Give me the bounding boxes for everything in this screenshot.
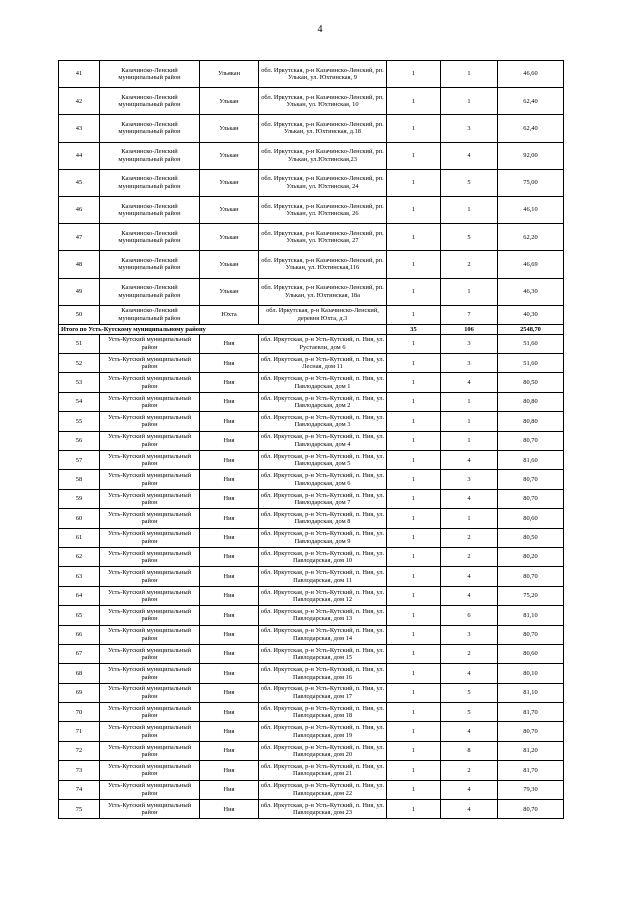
persons-cell: 5 bbox=[441, 224, 498, 251]
table-row bbox=[59, 722, 564, 741]
persons-cell: 1 bbox=[441, 392, 498, 411]
settlement-cell: Ния bbox=[200, 722, 259, 741]
settlement-cell: Улькан bbox=[200, 169, 259, 196]
settlement-cell: Ния bbox=[200, 489, 259, 508]
row-number-cell: 58 bbox=[59, 470, 100, 489]
row-number-cell: 59 bbox=[59, 489, 100, 508]
address-cell: обл. Иркутская, р-н Казачинско-Ленский, рп. Улькан, ул. Юхтинская, 27 bbox=[259, 224, 387, 251]
area-cell: 81,70 bbox=[498, 761, 564, 780]
table-row bbox=[59, 451, 564, 470]
area-cell: 80,50 bbox=[498, 528, 564, 547]
persons-cell: 4 bbox=[441, 586, 498, 605]
district-cell: Казачинско-Ленский муниципальный район bbox=[100, 305, 200, 324]
address-cell: обл. Иркутская, р-н Усть-Кутский, п. Ния, ул. Павлодарская, дом 5 bbox=[259, 451, 387, 470]
address-cell: обл. Иркутская, р-н Усть-Кутский, п. Ния, ул. Павлодарская, дом 12 bbox=[259, 586, 387, 605]
count-cell: 1 bbox=[387, 567, 441, 586]
district-cell: Казачинско-Ленский муниципальный район bbox=[100, 278, 200, 305]
persons-cell: 4 bbox=[441, 373, 498, 392]
persons-cell: 1 bbox=[441, 61, 498, 88]
address-cell: обл. Иркутская, р-н Казачинско-Ленский, рп. Улькан, ул. Юхтинская, 18а bbox=[259, 278, 387, 305]
area-cell: 80,70 bbox=[498, 625, 564, 644]
persons-cell: 2 bbox=[441, 251, 498, 278]
district-cell: Усть-Кутский муниципальный район bbox=[100, 528, 200, 547]
count-cell: 1 bbox=[387, 115, 441, 142]
persons-cell: 2 bbox=[441, 761, 498, 780]
persons-cell: 5 bbox=[441, 703, 498, 722]
area-cell: 81,70 bbox=[498, 703, 564, 722]
row-number-cell: 64 bbox=[59, 586, 100, 605]
row-number-cell: 72 bbox=[59, 741, 100, 760]
row-number-cell: 56 bbox=[59, 431, 100, 450]
count-cell: 1 bbox=[387, 800, 441, 819]
address-cell: обл. Иркутская, р-н Казачинско-Ленский, рп. Улькан, ул. Юхтинская, 9 bbox=[259, 61, 387, 88]
area-cell: 80,70 bbox=[498, 470, 564, 489]
district-cell: Усть-Кутский муниципальный район bbox=[100, 354, 200, 373]
settlement-cell: Ния bbox=[200, 509, 259, 528]
settlement-cell: Улькан bbox=[200, 142, 259, 169]
area-cell: 46,10 bbox=[498, 196, 564, 223]
settlement-cell: Ния bbox=[200, 761, 259, 780]
settlement-cell: Ния bbox=[200, 547, 259, 566]
row-number-cell: 69 bbox=[59, 683, 100, 702]
table-row bbox=[59, 88, 564, 115]
table-row bbox=[59, 606, 564, 625]
count-cell: 1 bbox=[387, 354, 441, 373]
persons-cell: 1 bbox=[441, 412, 498, 431]
address-cell: обл. Иркутская, р-н Казачинско-Ленский, рп. Улькан, ул. Юхтинская,116 bbox=[259, 251, 387, 278]
row-number-cell: 42 bbox=[59, 88, 100, 115]
table-row bbox=[59, 278, 564, 305]
row-number-cell: 67 bbox=[59, 644, 100, 663]
address-cell: обл. Иркутская, р-н Усть-Кутский, п. Ния, ул. Павлодарская, дом 13 bbox=[259, 606, 387, 625]
row-number-cell: 51 bbox=[59, 334, 100, 353]
table-row bbox=[59, 431, 564, 450]
district-cell: Усть-Кутский муниципальный район bbox=[100, 780, 200, 799]
count-cell: 1 bbox=[387, 224, 441, 251]
total-count-cell: 35 bbox=[387, 325, 441, 335]
total-label: Итого по Усть-Кутскому муниципальному району bbox=[59, 325, 387, 335]
district-cell: Усть-Кутский муниципальный район bbox=[100, 373, 200, 392]
settlement-cell: Ния bbox=[200, 780, 259, 799]
table-row bbox=[59, 334, 564, 353]
table-row bbox=[59, 169, 564, 196]
district-cell: Усть-Кутский муниципальный район bbox=[100, 625, 200, 644]
area-cell: 80,60 bbox=[498, 644, 564, 663]
count-cell: 1 bbox=[387, 392, 441, 411]
table-row bbox=[59, 683, 564, 702]
table-row bbox=[59, 470, 564, 489]
settlement-cell: Ния bbox=[200, 664, 259, 683]
settlement-cell: Ния bbox=[200, 373, 259, 392]
district-cell: Казачинско-Ленский муниципальный район bbox=[100, 88, 200, 115]
persons-cell: 1 bbox=[441, 88, 498, 115]
row-number-cell: 62 bbox=[59, 547, 100, 566]
district-cell: Усть-Кутский муниципальный район bbox=[100, 431, 200, 450]
address-cell: обл. Иркутская, р-н Усть-Кутский, п. Ния, ул. Павлодарская, дом 18 bbox=[259, 703, 387, 722]
settlement-cell: Улькан bbox=[200, 88, 259, 115]
row-number-cell: 45 bbox=[59, 169, 100, 196]
count-cell: 1 bbox=[387, 196, 441, 223]
area-cell: 80,80 bbox=[498, 412, 564, 431]
district-cell: Казачинско-Ленский муниципальный район bbox=[100, 115, 200, 142]
address-cell: обл. Иркутская, р-н Усть-Кутский, п. Ния, ул. Лесная, дом 11 bbox=[259, 354, 387, 373]
page-number: 4 bbox=[317, 24, 323, 35]
settlement-cell: Ульякан bbox=[200, 61, 259, 88]
count-cell: 1 bbox=[387, 722, 441, 741]
district-cell: Усть-Кутский муниципальный район bbox=[100, 489, 200, 508]
table-row bbox=[59, 224, 564, 251]
settlement-cell: Ния bbox=[200, 334, 259, 353]
district-cell: Усть-Кутский муниципальный район bbox=[100, 683, 200, 702]
settlement-cell: Ния bbox=[200, 392, 259, 411]
address-cell: обл. Иркутская, р-н Усть-Кутский, п. Ния, ул. Павлодарская, дом 9 bbox=[259, 528, 387, 547]
count-cell: 1 bbox=[387, 431, 441, 450]
address-cell: обл. Иркутская, р-н Усть-Кутский, п. Ния, ул. Павлодарская, дом 2 bbox=[259, 392, 387, 411]
district-cell: Усть-Кутский муниципальный район bbox=[100, 392, 200, 411]
row-number-cell: 75 bbox=[59, 800, 100, 819]
settlement-cell: Ния bbox=[200, 625, 259, 644]
area-cell: 80,80 bbox=[498, 392, 564, 411]
row-number-cell: 66 bbox=[59, 625, 100, 644]
settlement-cell: Улькан bbox=[200, 115, 259, 142]
row-number-cell: 70 bbox=[59, 703, 100, 722]
district-cell: Усть-Кутский муниципальный район bbox=[100, 334, 200, 353]
district-cell: Усть-Кутский муниципальный район bbox=[100, 761, 200, 780]
area-cell: 40,30 bbox=[498, 305, 564, 324]
table-row bbox=[59, 586, 564, 605]
settlement-cell: Ния bbox=[200, 528, 259, 547]
area-cell: 75,20 bbox=[498, 586, 564, 605]
persons-cell: 2 bbox=[441, 547, 498, 566]
count-cell: 1 bbox=[387, 251, 441, 278]
district-cell: Усть-Кутский муниципальный район bbox=[100, 451, 200, 470]
district-cell: Усть-Кутский муниципальный район bbox=[100, 567, 200, 586]
persons-cell: 6 bbox=[441, 606, 498, 625]
district-cell: Усть-Кутский муниципальный район bbox=[100, 741, 200, 760]
settlement-cell: Улькан bbox=[200, 251, 259, 278]
address-cell: обл. Иркутская, р-н Усть-Кутский, п. Ния, ул. Павлодарская, дом 14 bbox=[259, 625, 387, 644]
settlement-cell: Юхта bbox=[200, 305, 259, 324]
area-cell: 79,30 bbox=[498, 780, 564, 799]
row-number-cell: 43 bbox=[59, 115, 100, 142]
count-cell: 1 bbox=[387, 278, 441, 305]
area-cell: 80,70 bbox=[498, 722, 564, 741]
district-cell: Казачинско-Ленский муниципальный район bbox=[100, 61, 200, 88]
registry-table bbox=[58, 60, 564, 819]
persons-cell: 3 bbox=[441, 470, 498, 489]
persons-cell: 2 bbox=[441, 644, 498, 663]
district-cell: Казачинско-Ленский муниципальный район bbox=[100, 169, 200, 196]
count-cell: 1 bbox=[387, 703, 441, 722]
count-cell: 1 bbox=[387, 644, 441, 663]
area-cell: 92,00 bbox=[498, 142, 564, 169]
row-number-cell: 71 bbox=[59, 722, 100, 741]
table-row bbox=[59, 354, 564, 373]
table-row bbox=[59, 547, 564, 566]
settlement-cell: Ния bbox=[200, 800, 259, 819]
count-cell: 1 bbox=[387, 741, 441, 760]
table-row bbox=[59, 196, 564, 223]
count-cell: 1 bbox=[387, 528, 441, 547]
address-cell: обл. Иркутская, р-н Усть-Кутский, п. Ния, ул. Павлодарская, дом 16 bbox=[259, 664, 387, 683]
row-number-cell: 54 bbox=[59, 392, 100, 411]
row-number-cell: 73 bbox=[59, 761, 100, 780]
district-cell: Казачинско-Ленский муниципальный район bbox=[100, 224, 200, 251]
district-cell: Усть-Кутский муниципальный район bbox=[100, 586, 200, 605]
area-cell: 46,69 bbox=[498, 251, 564, 278]
area-cell: 80,60 bbox=[498, 509, 564, 528]
area-cell: 51,60 bbox=[498, 354, 564, 373]
persons-cell: 1 bbox=[441, 509, 498, 528]
address-cell: обл. Иркутская, р-н Казачинско-Ленский, рп. Улькан, ул. Юхтинская, д.18 bbox=[259, 115, 387, 142]
area-cell: 80,70 bbox=[498, 800, 564, 819]
row-number-cell: 63 bbox=[59, 567, 100, 586]
count-cell: 1 bbox=[387, 412, 441, 431]
area-cell: 80,70 bbox=[498, 567, 564, 586]
count-cell: 1 bbox=[387, 489, 441, 508]
settlement-cell: Ния bbox=[200, 644, 259, 663]
settlement-cell: Ния bbox=[200, 431, 259, 450]
table-row bbox=[59, 567, 564, 586]
row-number-cell: 50 bbox=[59, 305, 100, 324]
row-number-cell: 47 bbox=[59, 224, 100, 251]
total-row bbox=[59, 325, 564, 335]
area-cell: 81,60 bbox=[498, 451, 564, 470]
address-cell: обл. Иркутская, р-н Казачинско-Ленский, рп. Улькан, ул. Юхтинская, 10 bbox=[259, 88, 387, 115]
count-cell: 1 bbox=[387, 606, 441, 625]
area-cell: 62,40 bbox=[498, 88, 564, 115]
count-cell: 1 bbox=[387, 373, 441, 392]
count-cell: 1 bbox=[387, 305, 441, 324]
settlement-cell: Улькан bbox=[200, 224, 259, 251]
count-cell: 1 bbox=[387, 88, 441, 115]
persons-cell: 3 bbox=[441, 334, 498, 353]
address-cell: обл. Иркутская, р-н Усть-Кутский, п. Ния, ул. Павлодарская, дом 4 bbox=[259, 431, 387, 450]
district-cell: Усть-Кутский муниципальный район bbox=[100, 470, 200, 489]
persons-cell: 3 bbox=[441, 625, 498, 644]
address-cell: обл. Иркутская, р-н Усть-Кутский, п. Ния, ул. Павлодарская, дом 15 bbox=[259, 644, 387, 663]
table-row bbox=[59, 305, 564, 324]
count-cell: 1 bbox=[387, 451, 441, 470]
table-row bbox=[59, 251, 564, 278]
row-number-cell: 46 bbox=[59, 196, 100, 223]
table-row bbox=[59, 61, 564, 88]
table-row bbox=[59, 392, 564, 411]
address-cell: обл. Иркутская, р-н Казачинско-Ленский, деревня Юхта, д.3 bbox=[259, 305, 387, 324]
district-cell: Усть-Кутский муниципальный район bbox=[100, 703, 200, 722]
row-number-cell: 74 bbox=[59, 780, 100, 799]
settlement-cell: Ния bbox=[200, 683, 259, 702]
district-cell: Усть-Кутский муниципальный район bbox=[100, 412, 200, 431]
table-row bbox=[59, 625, 564, 644]
row-number-cell: 57 bbox=[59, 451, 100, 470]
settlement-cell: Улькан bbox=[200, 278, 259, 305]
settlement-cell: Ния bbox=[200, 354, 259, 373]
district-cell: Усть-Кутский муниципальный район bbox=[100, 644, 200, 663]
district-cell: Казачинско-Ленский муниципальный район bbox=[100, 196, 200, 223]
address-cell: обл. Иркутская, р-н Усть-Кутский, п. Ния, ул. Павлодарская, дом 8 bbox=[259, 509, 387, 528]
address-cell: обл. Иркутская, р-н Усть-Кутский, п. Ния, ул. Павлодарская, дом 22 bbox=[259, 780, 387, 799]
area-cell: 81,10 bbox=[498, 606, 564, 625]
row-number-cell: 60 bbox=[59, 509, 100, 528]
count-cell: 1 bbox=[387, 334, 441, 353]
table-row bbox=[59, 761, 564, 780]
count-cell: 1 bbox=[387, 470, 441, 489]
area-cell: 81,10 bbox=[498, 683, 564, 702]
settlement-cell: Ния bbox=[200, 470, 259, 489]
table-row bbox=[59, 142, 564, 169]
settlement-cell: Ния bbox=[200, 703, 259, 722]
district-cell: Усть-Кутский муниципальный район bbox=[100, 509, 200, 528]
address-cell: обл. Иркутская, р-н Усть-Кутский, п. Ния, ул. Павлодарская, дом 17 bbox=[259, 683, 387, 702]
district-cell: Усть-Кутский муниципальный район bbox=[100, 800, 200, 819]
area-cell: 46,60 bbox=[498, 61, 564, 88]
row-number-cell: 49 bbox=[59, 278, 100, 305]
area-cell: 80,20 bbox=[498, 547, 564, 566]
district-cell: Казачинско-Ленский муниципальный район bbox=[100, 251, 200, 278]
count-cell: 1 bbox=[387, 664, 441, 683]
settlement-cell: Ния bbox=[200, 606, 259, 625]
address-cell: обл. Иркутская, р-н Усть-Кутский, п. Ния, ул. Павлодарская, дом 6 bbox=[259, 470, 387, 489]
district-cell: Усть-Кутский муниципальный район bbox=[100, 606, 200, 625]
area-cell: 62,40 bbox=[498, 115, 564, 142]
count-cell: 1 bbox=[387, 169, 441, 196]
persons-cell: 4 bbox=[441, 722, 498, 741]
count-cell: 1 bbox=[387, 586, 441, 605]
row-number-cell: 48 bbox=[59, 251, 100, 278]
address-cell: обл. Иркутская, р-н Усть-Кутский, п. Ния, ул. Павлодарская, дом 3 bbox=[259, 412, 387, 431]
persons-cell: 4 bbox=[441, 800, 498, 819]
table-row bbox=[59, 509, 564, 528]
address-cell: обл. Иркутская, р-н Усть-Кутский, п. Ния, ул. Павлодарская, дом 7 bbox=[259, 489, 387, 508]
row-number-cell: 53 bbox=[59, 373, 100, 392]
row-number-cell: 44 bbox=[59, 142, 100, 169]
persons-cell: 4 bbox=[441, 780, 498, 799]
persons-cell: 4 bbox=[441, 451, 498, 470]
address-cell: обл. Иркутская, р-н Казачинско-Ленский, рп. Улькан, ул. Юхтинская, 24 bbox=[259, 169, 387, 196]
table-row bbox=[59, 800, 564, 819]
table-row bbox=[59, 703, 564, 722]
row-number-cell: 65 bbox=[59, 606, 100, 625]
area-cell: 80,50 bbox=[498, 373, 564, 392]
persons-cell: 1 bbox=[441, 278, 498, 305]
table-row bbox=[59, 115, 564, 142]
row-number-cell: 55 bbox=[59, 412, 100, 431]
persons-cell: 5 bbox=[441, 169, 498, 196]
count-cell: 1 bbox=[387, 547, 441, 566]
count-cell: 1 bbox=[387, 142, 441, 169]
district-cell: Казачинско-Ленский муниципальный район bbox=[100, 142, 200, 169]
area-cell: 80,10 bbox=[498, 664, 564, 683]
persons-cell: 7 bbox=[441, 305, 498, 324]
table-row bbox=[59, 528, 564, 547]
persons-cell: 1 bbox=[441, 431, 498, 450]
table-row bbox=[59, 664, 564, 683]
district-cell: Усть-Кутский муниципальный район bbox=[100, 722, 200, 741]
settlement-cell: Ния bbox=[200, 412, 259, 431]
address-cell: обл. Иркутская, р-н Усть-Кутский, п. Ния, ул. Павлодарская, дом 21 bbox=[259, 761, 387, 780]
settlement-cell: Ния bbox=[200, 451, 259, 470]
table-row bbox=[59, 644, 564, 663]
address-cell: обл. Иркутская, р-н Усть-Кутский, п. Ния, ул. Павлодарская, дом 20 bbox=[259, 741, 387, 760]
table-row bbox=[59, 412, 564, 431]
settlement-cell: Улькан bbox=[200, 196, 259, 223]
count-cell: 1 bbox=[387, 625, 441, 644]
settlement-cell: Ния bbox=[200, 567, 259, 586]
address-cell: обл. Иркутская, р-н Усть-Кутский, п. Ния, ул. Павлодарская, дом 23 bbox=[259, 800, 387, 819]
count-cell: 1 bbox=[387, 780, 441, 799]
row-number-cell: 61 bbox=[59, 528, 100, 547]
area-cell: 81,20 bbox=[498, 741, 564, 760]
address-cell: обл. Иркутская, р-н Усть-Кутский, п. Ния, ул. Рустаевли, дом 6 bbox=[259, 334, 387, 353]
persons-cell: 3 bbox=[441, 354, 498, 373]
settlement-cell: Ния bbox=[200, 586, 259, 605]
district-cell: Усть-Кутский муниципальный район bbox=[100, 547, 200, 566]
count-cell: 1 bbox=[387, 509, 441, 528]
count-cell: 1 bbox=[387, 61, 441, 88]
persons-cell: 4 bbox=[441, 664, 498, 683]
area-cell: 80,70 bbox=[498, 489, 564, 508]
area-cell: 75,00 bbox=[498, 169, 564, 196]
persons-cell: 4 bbox=[441, 489, 498, 508]
row-number-cell: 52 bbox=[59, 354, 100, 373]
district-cell: Усть-Кутский муниципальный район bbox=[100, 664, 200, 683]
persons-cell: 4 bbox=[441, 567, 498, 586]
settlement-cell: Ния bbox=[200, 741, 259, 760]
area-cell: 62,20 bbox=[498, 224, 564, 251]
total-persons-cell: 106 bbox=[441, 325, 498, 335]
table-row bbox=[59, 741, 564, 760]
area-cell: 51,60 bbox=[498, 334, 564, 353]
area-cell: 80,70 bbox=[498, 431, 564, 450]
table-row bbox=[59, 373, 564, 392]
persons-cell: 2 bbox=[441, 528, 498, 547]
address-cell: обл. Иркутская, р-н Усть-Кутский, п. Ния, ул. Павлодарская, дом 1 bbox=[259, 373, 387, 392]
row-number-cell: 41 bbox=[59, 61, 100, 88]
count-cell: 1 bbox=[387, 683, 441, 702]
address-cell: обл. Иркутская, р-н Усть-Кутский, п. Ния, ул. Павлодарская, дом 10 bbox=[259, 547, 387, 566]
persons-cell: 1 bbox=[441, 196, 498, 223]
count-cell: 1 bbox=[387, 761, 441, 780]
table-row bbox=[59, 780, 564, 799]
persons-cell: 8 bbox=[441, 741, 498, 760]
persons-cell: 4 bbox=[441, 142, 498, 169]
persons-cell: 3 bbox=[441, 115, 498, 142]
address-cell: обл. Иркутская, р-н Казачинско-Ленский, рп. Улькан, ул.Юхтинская,23 bbox=[259, 142, 387, 169]
area-cell: 46,30 bbox=[498, 278, 564, 305]
address-cell: обл. Иркутская, р-н Усть-Кутский, п. Ния, ул. Павлодарская, дом 19 bbox=[259, 722, 387, 741]
address-cell: обл. Иркутская, р-н Усть-Кутский, п. Ния, ул. Павлодарская, дом 11 bbox=[259, 567, 387, 586]
persons-cell: 5 bbox=[441, 683, 498, 702]
address-cell: обл. Иркутская, р-н Казачинско-Ленский, рп. Улькан, ул. Юхтинская, 26 bbox=[259, 196, 387, 223]
table-row bbox=[59, 489, 564, 508]
total-area-cell: 2548,70 bbox=[498, 325, 564, 335]
row-number-cell: 68 bbox=[59, 664, 100, 683]
